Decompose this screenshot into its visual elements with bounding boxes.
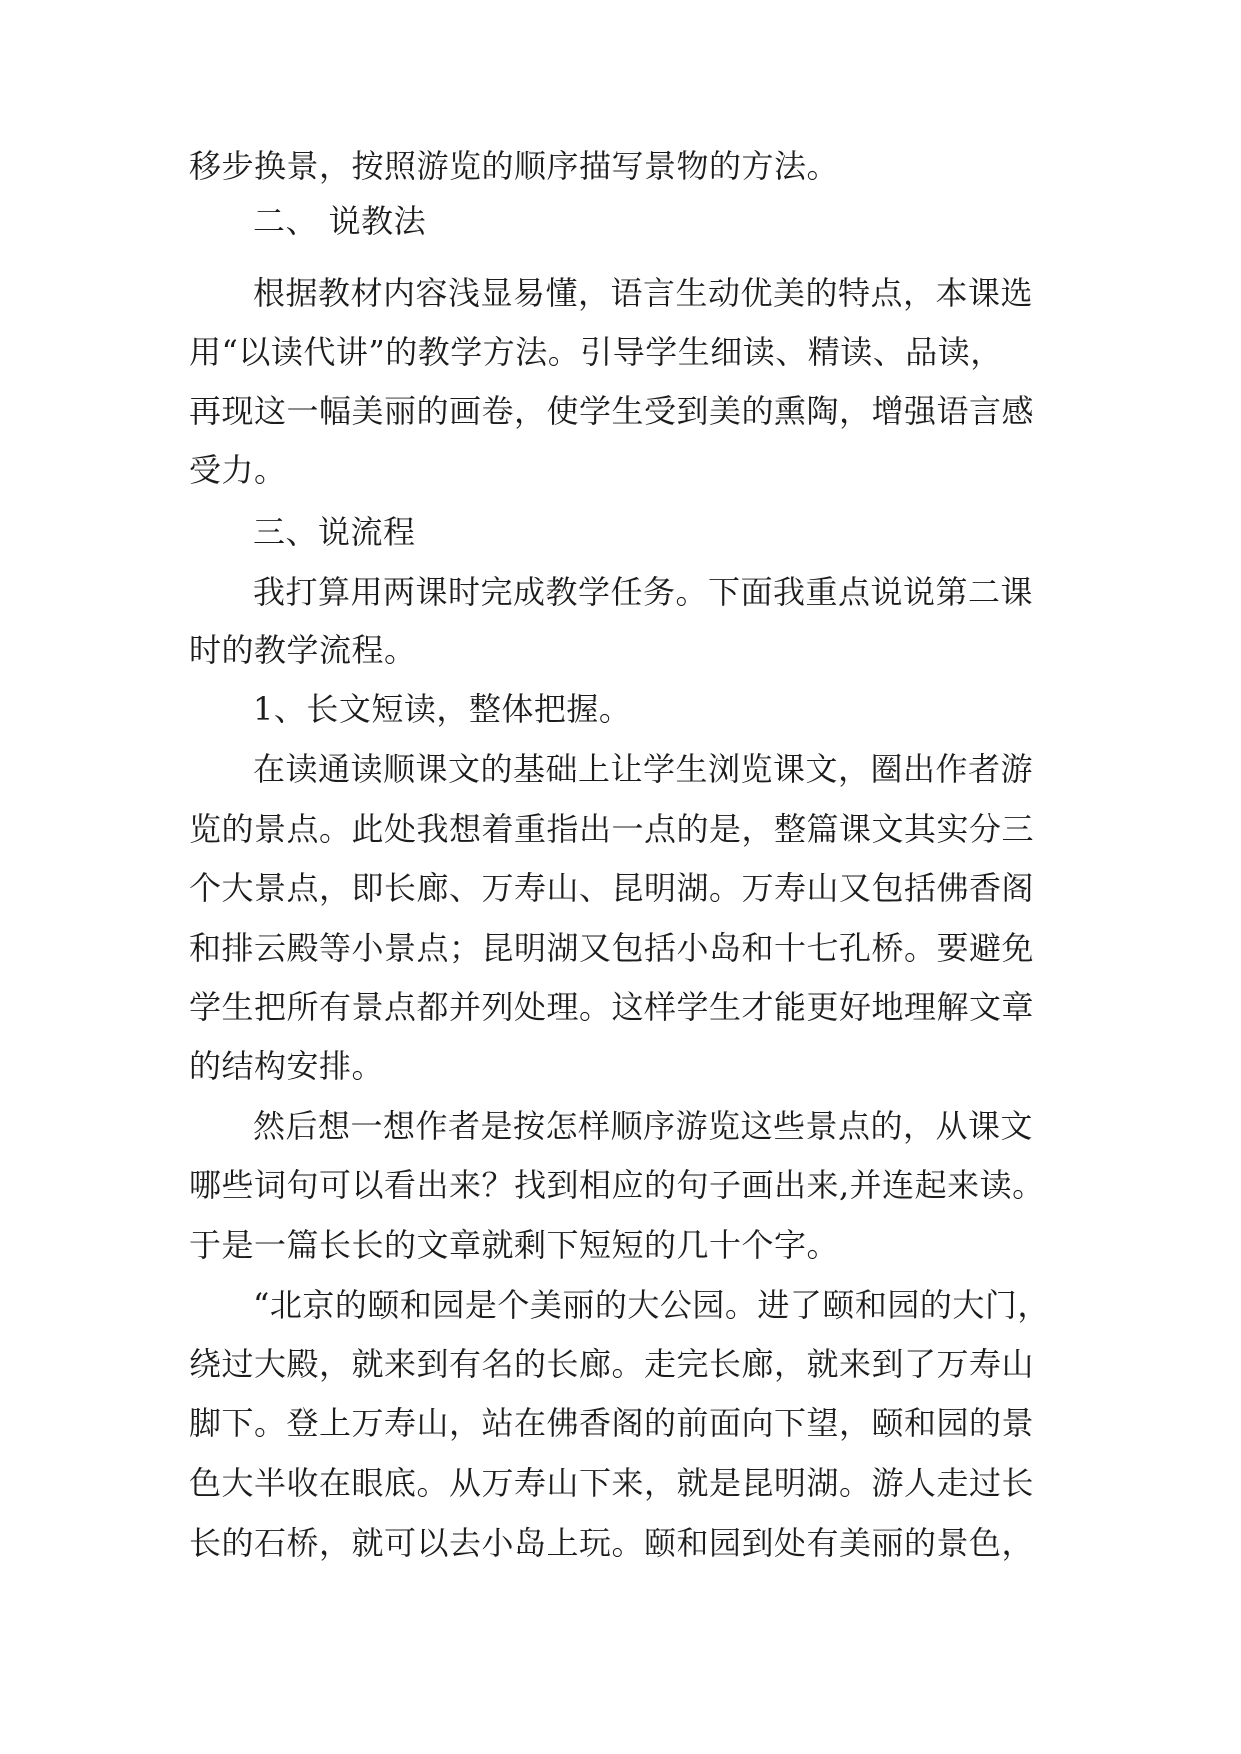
quote-line: 绕过大殿，就来到有名的长廊。走完长廊，就来到了万寿山 xyxy=(189,1345,1035,1383)
section-heading: 三、说流程 xyxy=(253,513,416,551)
text-line: 和排云殿等小景点；昆明湖又包括小岛和十七孔桥。要避免 xyxy=(189,929,1035,967)
text-line: 根据教材内容浅显易懂，语言生动优美的特点，本课选 xyxy=(253,274,1034,312)
quote-line: “北京的颐和园是个美丽的大公园。进了颐和园的大门， xyxy=(253,1286,1050,1324)
text-line: 然后想一想作者是按怎样顺序游览这些景点的，从课文 xyxy=(253,1107,1034,1145)
text-line: 用“以读代讲”的教学方法。引导学生细读、精读、品读， xyxy=(189,333,1003,371)
text-line: 在读通读顺课文的基础上让学生浏览课文，圈出作者游 xyxy=(253,750,1034,788)
section-heading: 二、 说教法 xyxy=(253,202,427,240)
text-line: 学生把所有景点都并列处理。这样学生才能更好地理解文章 xyxy=(189,988,1035,1026)
quote-line: 长的石桥，就可以去小岛上玩。颐和园到处有美丽的景色， xyxy=(189,1524,1035,1562)
text-line: 哪些词句可以看出来？找到相应的句子画出来,并连起来读。 xyxy=(189,1166,1045,1204)
text-line: 时的教学流程。 xyxy=(189,631,417,669)
text-line: 于是一篇长长的文章就剩下短短的几十个字。 xyxy=(189,1226,840,1264)
text-line: 的结构安排。 xyxy=(189,1047,385,1085)
text-line: 个大景点，即长廊、万寿山、昆明湖。万寿山又包括佛香阁 xyxy=(189,869,1035,907)
text-line: 受力。 xyxy=(189,451,287,489)
text-line: 览的景点。此处我想着重指出一点的是，整篇课文其实分三 xyxy=(189,810,1035,848)
text-line: 再现这一幅美丽的画卷，使学生受到美的熏陶，增强语言感 xyxy=(189,392,1035,430)
quote-line: 色大半收在眼底。从万寿山下来，就是昆明湖。游人走过长 xyxy=(189,1464,1035,1502)
quote-line: 脚下。登上万寿山，站在佛香阁的前面向下望，颐和园的景 xyxy=(189,1404,1035,1442)
text-line: 移步换景，按照游览的顺序描写景物的方法。 xyxy=(189,147,840,185)
subsection-heading: 1、长文短读，整体把握。 xyxy=(253,690,632,728)
text-line: 我打算用两课时完成教学任务。下面我重点说说第二课 xyxy=(253,573,1034,611)
